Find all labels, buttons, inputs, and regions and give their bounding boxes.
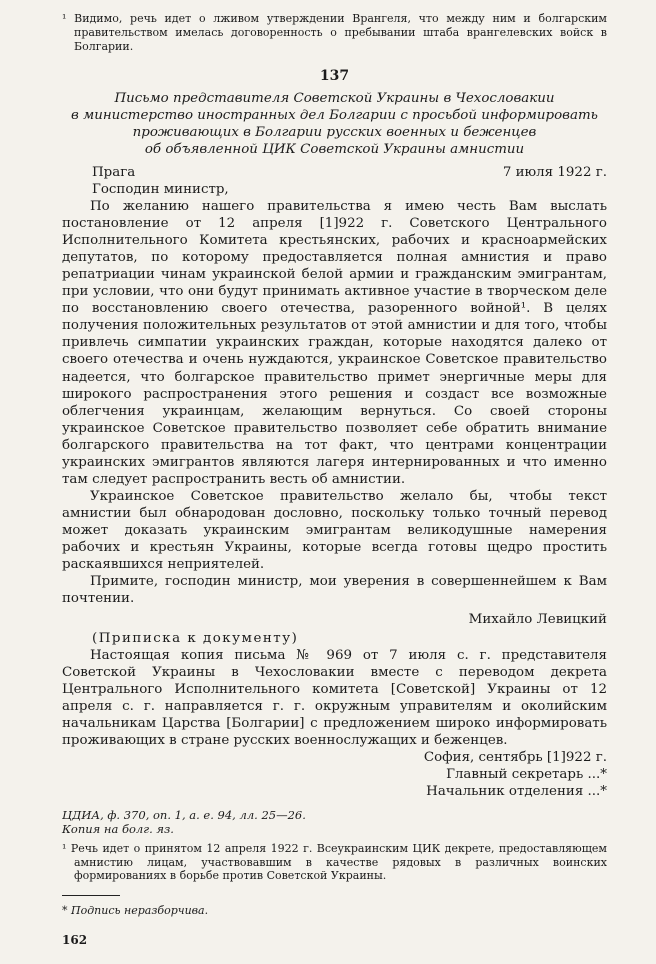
copy-note: Копия на болг. яз. xyxy=(62,822,174,837)
postscript-signer-2: Начальник отделения ...* xyxy=(426,784,607,800)
page-number: 162 xyxy=(62,932,88,947)
archive-reference xyxy=(62,808,607,836)
place: Прага xyxy=(92,165,136,180)
title-line: Письмо представителя Советской Украины в Чехословакии xyxy=(114,91,555,106)
archive-ref: ЦДИА, ф. 370, оп. 1, а. е. 94, лл. 25—26. xyxy=(62,808,306,823)
postscript-body xyxy=(62,647,607,749)
star-note: * Подпись неразборчива. xyxy=(62,903,209,917)
title-line: проживающих в Болгарии русских военных и беженцев xyxy=(132,125,537,140)
postscript-heading: (Приписка к документу) xyxy=(92,631,299,647)
document-page xyxy=(62,12,607,947)
paragraph: По желанию нашего правительства я имею честь Вам выслать постановление от 12 апреля [1]922 г. Советского Центрального Исполнительного Комитета крестьянских, рабочих и красноармейских депутатов, по которому предоставляется полная амнистия и право репатриации чинам украинской белой армии и гражданским эмигрантам, при условии, что они будут принимать активное участие в творческом деле по восстановлению своего отечества, разоренного войной¹. В целях получения положительных результатов от этой амнистии и для того, чтобы привлечь симпатии украинских граждан, которые находятся далеко от своего отечества и очень нуждаются, украинское Советское правительство надеется, что болгарское правительство примет энергичные меры для широкого распространения этого решения и создаст все возможные облегчения украинцам, желающим вернуться. Со своей стороны украинское Советское правительство позволяет себе обратить внимание болгарского правительства на тот факт, что центрами концентрации украинских эмигрантов являются лагеря интернированных и что именно там следует распространить весть об амнистии. xyxy=(62,199,607,487)
postscript-signer-1: Главный секретарь ...* xyxy=(446,767,607,783)
document-number: 137 xyxy=(319,68,350,84)
signature: Михайло Левицкий xyxy=(468,612,607,628)
letter-body xyxy=(62,181,607,607)
document-title xyxy=(62,90,607,158)
footnote-bottom: ¹ Речь идет о принятом 12 апреля 1922 г. Всеукраинским ЦИК декрете, предоставляющем амнистию лицам, участвовавшим в качестве рядовых в различных воинских формированиях в борьбе против Советской Украины. xyxy=(62,842,607,883)
postscript-date: София, сентябрь [1]922 г. xyxy=(423,750,607,766)
title-line: в министерство иностранных дел Болгарии с просьбой информировать xyxy=(71,108,598,123)
footnote-top: ¹ Видимо, речь идет о лживом утверждении Врангеля, что между ним и болгарским правительством имелась договоренность о пребывании штаба врангелевских войск в Болгарии. xyxy=(62,12,607,53)
postscript-text: Настоящая копия письма № 969 от 7 июля с. г. представителя Советской Украины в Чехословакии вместе с переводом декрета Центрального Исполнительного комитета [Советской] Украины от 12 апреля с. г. направляется г. г. окружным управителям и околийским начальникам Царства [Болгарии] с предложением широко информировать проживающих в стране русских военнослужащих и беженцев. xyxy=(62,648,607,749)
paragraph: Украинское Советское правительство желало бы, чтобы текст амнистии был обнародован дословно, поскольку только точный перевод может доказать украинским эмигрантам великодушные намерения рабочих и крестьян Украины, которые всегда готовы щедро простить раскаявшихся неприятелей. xyxy=(62,488,607,573)
title-line: об объявленной ЦИК Советской Украины амнистии xyxy=(144,142,525,157)
place-date-line xyxy=(62,164,607,181)
paragraph: Примите, господин министр, мои уверения в совершеннейшем к Вам почтении. xyxy=(62,574,607,607)
salutation: Господин министр, xyxy=(92,182,229,197)
footnote-divider xyxy=(62,895,120,896)
date: 7 июля 1922 г. xyxy=(502,165,607,180)
